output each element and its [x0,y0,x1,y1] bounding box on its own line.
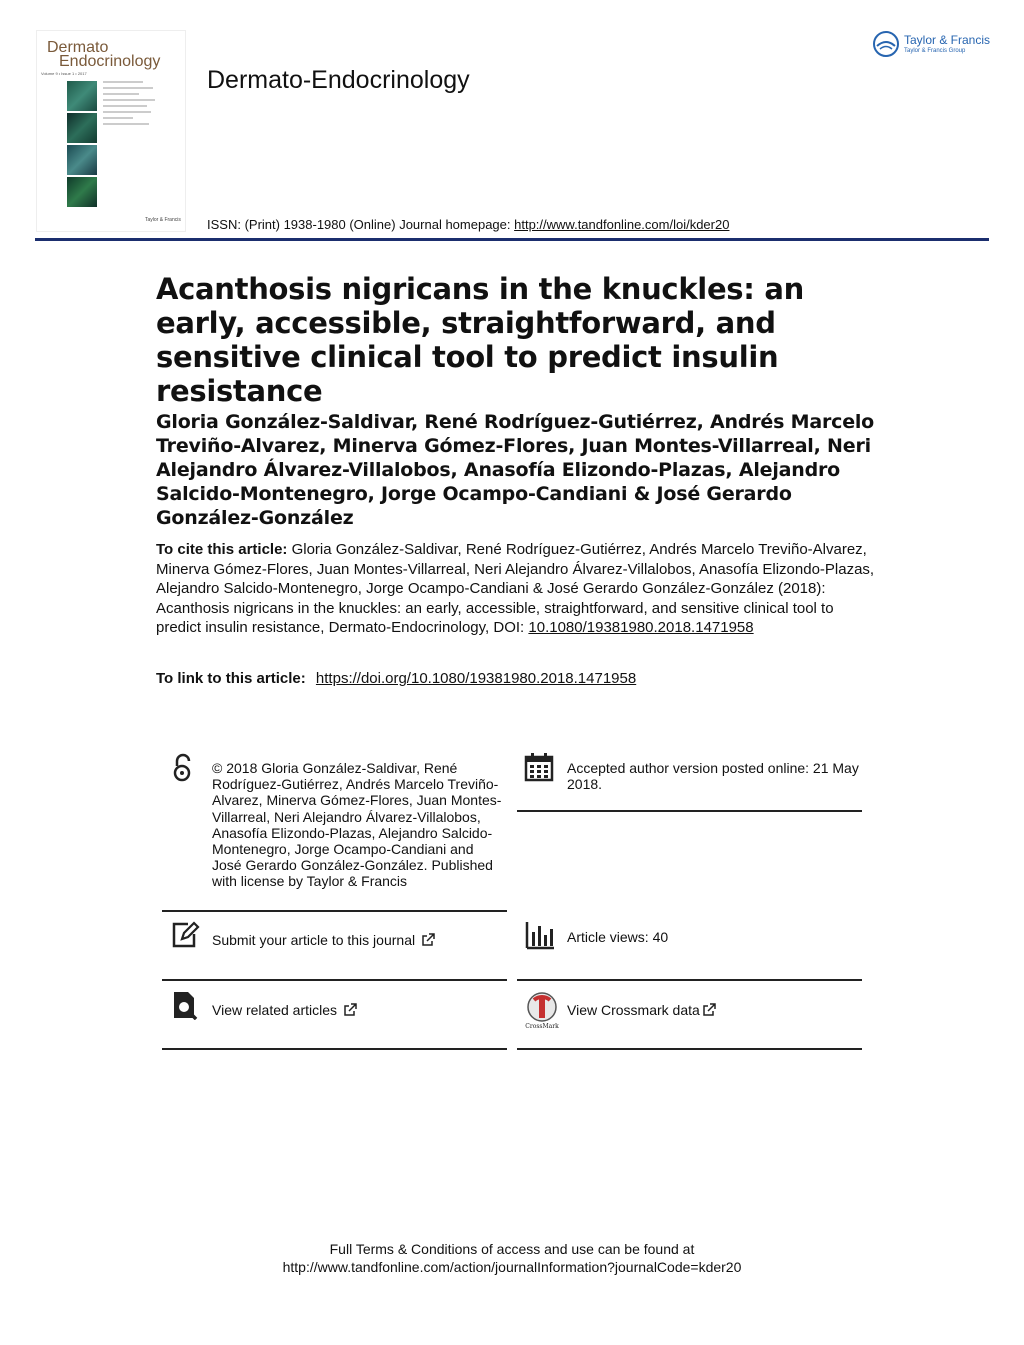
document-search-icon [170,990,200,1020]
journal-cover-image [36,30,186,232]
cover-title-line2: Endocrinology [59,53,161,70]
related-articles-link[interactable] [162,988,507,1048]
calendar-icon [524,752,554,782]
crossmark-icon [525,990,559,1030]
article-views-text: Article views: 40 [567,929,669,945]
journal-name: Dermato-Endocrinology [207,66,470,94]
cite-label: To cite this article: [156,541,288,558]
crossmark-badge-text: CrossMark [525,1023,559,1030]
citation-block [156,540,876,638]
external-link-icon [421,933,435,947]
divider-right-2 [517,979,862,981]
related-articles-label: View related articles [212,1002,357,1018]
terms-url[interactable]: http://www.tandfonline.com/action/journalInformation?journalCode=kder20 [282,1259,742,1275]
issn-line [207,217,729,232]
cover-publisher-mark: Taylor & Francis [145,217,181,223]
cover-micrograph-2 [67,113,97,143]
cover-editors-block [103,81,163,151]
divider-right-3 [517,1048,862,1050]
edit-article-icon [170,920,200,950]
article-link-row [156,670,636,687]
divider-right-1 [517,810,862,812]
submit-article-label: Submit your article to this journal [212,932,435,948]
cover-micrograph-3 [67,145,97,175]
publisher-globe-icon [872,30,900,58]
article-authors: Gloria González-Saldivar, René Rodríguez-Gutiérrez, Andrés Marcelo Treviño-Alvarez, Minerva Gómez-Flores, Juan Montes-Villarreal, Neri Alejandro Álvarez-Villalobos, Anasofía Elizondo-Plazas, Alejandro Salcido-Montenegro, Jorge Ocampo-Candiani & José Gerardo González-González [156,411,875,529]
open-access-lock-icon [168,752,198,782]
issn-text: ISSN: (Print) 1938-1980 (Online) Journal homepage: [207,217,515,232]
divider-left-3 [162,1048,507,1050]
article-title: Acanthosis nigricans in the knuckles: an early, accessible, straightforward, and sensitive clinical tool to predict insulin resistance [156,272,804,408]
bar-chart-icon [525,920,555,950]
posted-date-text: Accepted author version posted online: 21 May 2018. [567,760,859,793]
journal-homepage-link[interactable]: http://www.tandfonline.com/loi/kder20 [514,217,730,232]
submit-article-link[interactable] [162,918,507,978]
crossmark-label: View Crossmark data [567,1002,716,1018]
divider-left-1 [162,910,507,912]
link-label: To link to this article: [156,670,306,687]
external-link-icon [343,1003,357,1017]
divider-left-2 [162,979,507,981]
cover-title-line1: Dermato [47,39,109,56]
cover-volume-line: Volume 9 • Issue 1 • 2017 [41,71,87,76]
taylor-francis-logo[interactable] [872,30,1002,60]
external-link-icon [702,1003,716,1017]
article-views [517,918,862,978]
cite-text: Gloria González-Saldivar, René Rodríguez-Gutiérrez, Andrés Marcelo Treviño-Alvarez, Minerva Gómez-Flores, Juan Montes-Villarreal, Neri Alejandro Álvarez-Villalobos, Anasofía Elizondo-Plazas, Alejandro Salcido-Montenegro, Jorge Ocampo-Candiani & José Gerardo González-González (2018): Acanthosis nigricans in the knuckles: an early, accessible, straightforward, and sensitive clinical tool to predict insulin resistance, Dermato-Endocrinology, DOI: [156,541,875,637]
publisher-name: Taylor & Francis [904,33,991,47]
article-doi-link[interactable]: https://doi.org/10.1080/19381980.2018.1471958 [315,670,637,687]
terms-line-1: Full Terms & Conditions of access and use can be found at [329,1241,695,1257]
cover-micrograph-4 [67,177,97,207]
crossmark-link[interactable] [517,988,862,1048]
license-text: © 2018 Gloria González-Saldivar, René Rodríguez-Gutiérrez, Andrés Marcelo Treviño-Alvarez, Minerva Gómez-Flores, Juan Montes-Villarreal, Neri Alejandro Álvarez-Villalobos, Anasofía Elizondo-Plazas, Alejandro Salcido-Montenegro, Jorge Ocampo-Candiani and José Gerardo González-González. Published with license by Taylor & Francis [212,760,502,890]
terms-footer [0,1240,1024,1276]
cite-doi-link[interactable]: 10.1080/19381980.2018.1471958 [528,619,754,637]
publisher-group: Taylor & Francis Group [904,48,966,54]
header-rule [35,238,989,241]
cover-micrograph-1 [67,81,97,111]
